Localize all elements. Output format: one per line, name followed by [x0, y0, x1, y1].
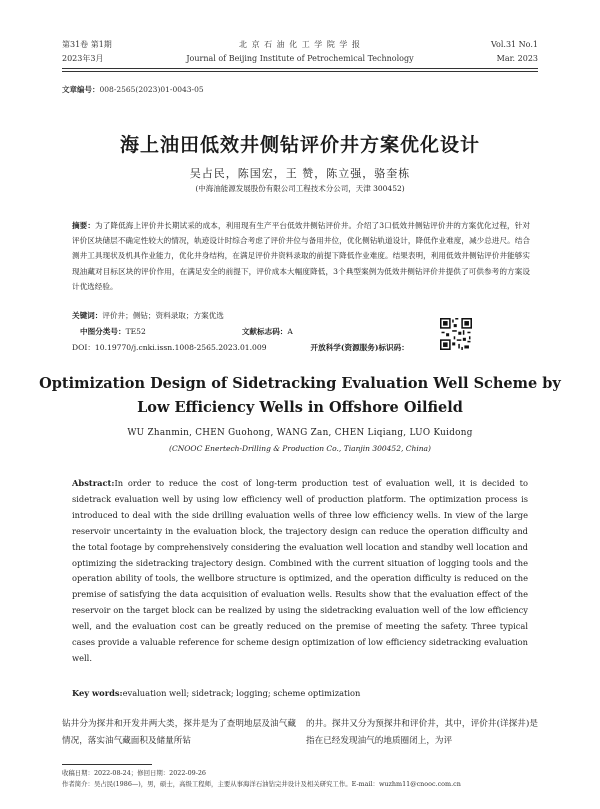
keywords-cn-label: 关键词：	[72, 311, 103, 320]
title-cn: 海上油田低效井侧钻评价井方案优化设计	[119, 134, 480, 156]
footnotes	[62, 768, 461, 790]
affiliation-en: (CNOOC Enertech-Drilling & Production Co., Tianjin 300452, China)	[169, 444, 431, 453]
doi[interactable]: DOI：10.19770/j.cnki.issn.1008-2565.2023.01.009	[72, 343, 267, 352]
abstract-en-text: In order to reduce the cost of long-term production test of evaluation well, it is decided to sidetrack evaluation well by using low efficiency well of production platform. The optimization process is introduced to deal with the side drilling evaluation wells of three low efficiency wells. In view of the large reservoir uncertainty in the evaluation block, the trajectory design can reduce the operation difficulty and the total footage by comprehensively considering the evaluation well location and standby well location and optimizing the sidetracking trajectory design. Combined with the current situation of logging tools and the operation ability of tools, the wellbore structure is optimized, and the operation difficulty is reduced on the premise of satisfying the data acquisition of evaluation wells. Results show that the evaluation effect of the reservoir on the target block can be realized by using the sidetracking evaluation well of the low efficiency well, and the evaluation cost can be greatly reduced on the premise of meeting the safety. Three typical cases provide a valuable reference for scheme design optimization of low efficiency sidetracking evaluation well.	[72, 478, 528, 663]
header-rule-bottom	[62, 71, 538, 72]
doc-code-value: A	[287, 327, 293, 336]
abstract-en-label: Abstract:	[72, 478, 115, 488]
footnote-received: 收稿日期：2022-08-24；修回日期：2022-09-26	[62, 769, 206, 777]
title-en	[0, 372, 600, 420]
footnote-author: 作者简介：吴占民(1986—)，男，硕士，高级工程师，主要从事海洋石油钻完井设计及相关研究工作。E-mail：wuzhm11@cnooc.com.cn	[62, 780, 461, 788]
header-date-en: Mar. 2023	[496, 54, 538, 63]
doc-code	[242, 327, 341, 336]
footnote-rule	[62, 764, 152, 765]
article-id-label: 文章编号：	[62, 85, 100, 94]
title-en-line-2: Low Efficiency Wells in Offshore Oilfield	[137, 399, 463, 416]
keywords-cn-text: 评价井；侧钻；资料录取；方案优选	[102, 311, 224, 320]
body-column-left: 钻井分为探井和开发井两大类，探井是为了查明地层及油气藏情况，落实油气藏面积及储量所钻	[62, 719, 296, 746]
abstract-en	[72, 476, 528, 667]
header-volume-cn: 第31卷 第1期	[62, 40, 112, 49]
doc-code-label: 文献标志码：	[241, 327, 288, 336]
keywords-en	[72, 688, 360, 698]
header-rule-top	[62, 68, 538, 69]
classification-row	[80, 326, 389, 337]
article-id-value: 008-2565(2023)01-0043-05	[99, 85, 204, 94]
keywords-cn	[72, 310, 224, 321]
affiliation-cn: (中海油能源发展股份有限公司工程技术分公司，天津 300452)	[195, 184, 405, 193]
abstract-cn-label: 摘要：	[72, 221, 96, 230]
abstract-cn	[72, 218, 530, 294]
body-column-right: 的井。探井又分为预探井和评价井，其中，评价井(详探井)是指在已经发现油气的地质圈闭上，为评	[306, 719, 538, 746]
header-journal-en: Journal of Beijing Institute of Petrochemical Technology	[186, 54, 414, 63]
header-volume-en: Vol.31 No.1	[491, 40, 538, 49]
qr-code-icon[interactable]	[440, 318, 472, 350]
authors-cn: 吴占民，陈国宏，王 赞，陈立强，骆奎栋	[189, 167, 411, 180]
clc-code	[80, 327, 194, 336]
open-science-label: 开放科学(资源服务)标识码：	[310, 343, 409, 352]
title-en-line-1: Optimization Design of Sidetracking Evaluation Well Scheme by	[39, 375, 561, 392]
header-journal-cn: 北 京 石 油 化 工 学 院 学 报	[239, 40, 361, 49]
header-date-cn: 2023年3月	[62, 54, 104, 63]
keywords-en-text: evaluation well; sidetrack; logging; scheme optimization	[122, 688, 361, 698]
authors-en: WU Zhanmin, CHEN Guohong, WANG Zan, CHEN Liqiang, LUO Kuidong	[127, 428, 473, 438]
abstract-cn-text: 为了降低海上评价井长期试采的成本，利用现有生产平台低效井侧钻评价井。介绍了3口低效井侧钻评价井的方案优化过程，针对评价区块储层不确定性较大的情况，轨迹设计时综合考虑了评价井位与备用井位，优化侧钻轨道设计，降低作业难度，减少总进尺。结合测井工具现状及机具作业能力，优化井身结构，在满足评价井资料录取的前提下降低作业难度。结果表明，利用低效井侧钻评价井能够实现油藏对目标区块的评价作用，在满足安全的前提下，评价成本大幅度降低，3个典型案例为低效井侧钻评价井提供了可供参考的方案设计优选经验。	[72, 221, 531, 291]
clc-label: 中图分类号：	[80, 327, 126, 336]
header-volume-en-block	[491, 38, 538, 66]
clc-value: TE52	[125, 327, 146, 336]
keywords-en-label: Key words:	[72, 688, 123, 698]
doi-row	[72, 342, 409, 353]
article-id	[62, 84, 204, 95]
